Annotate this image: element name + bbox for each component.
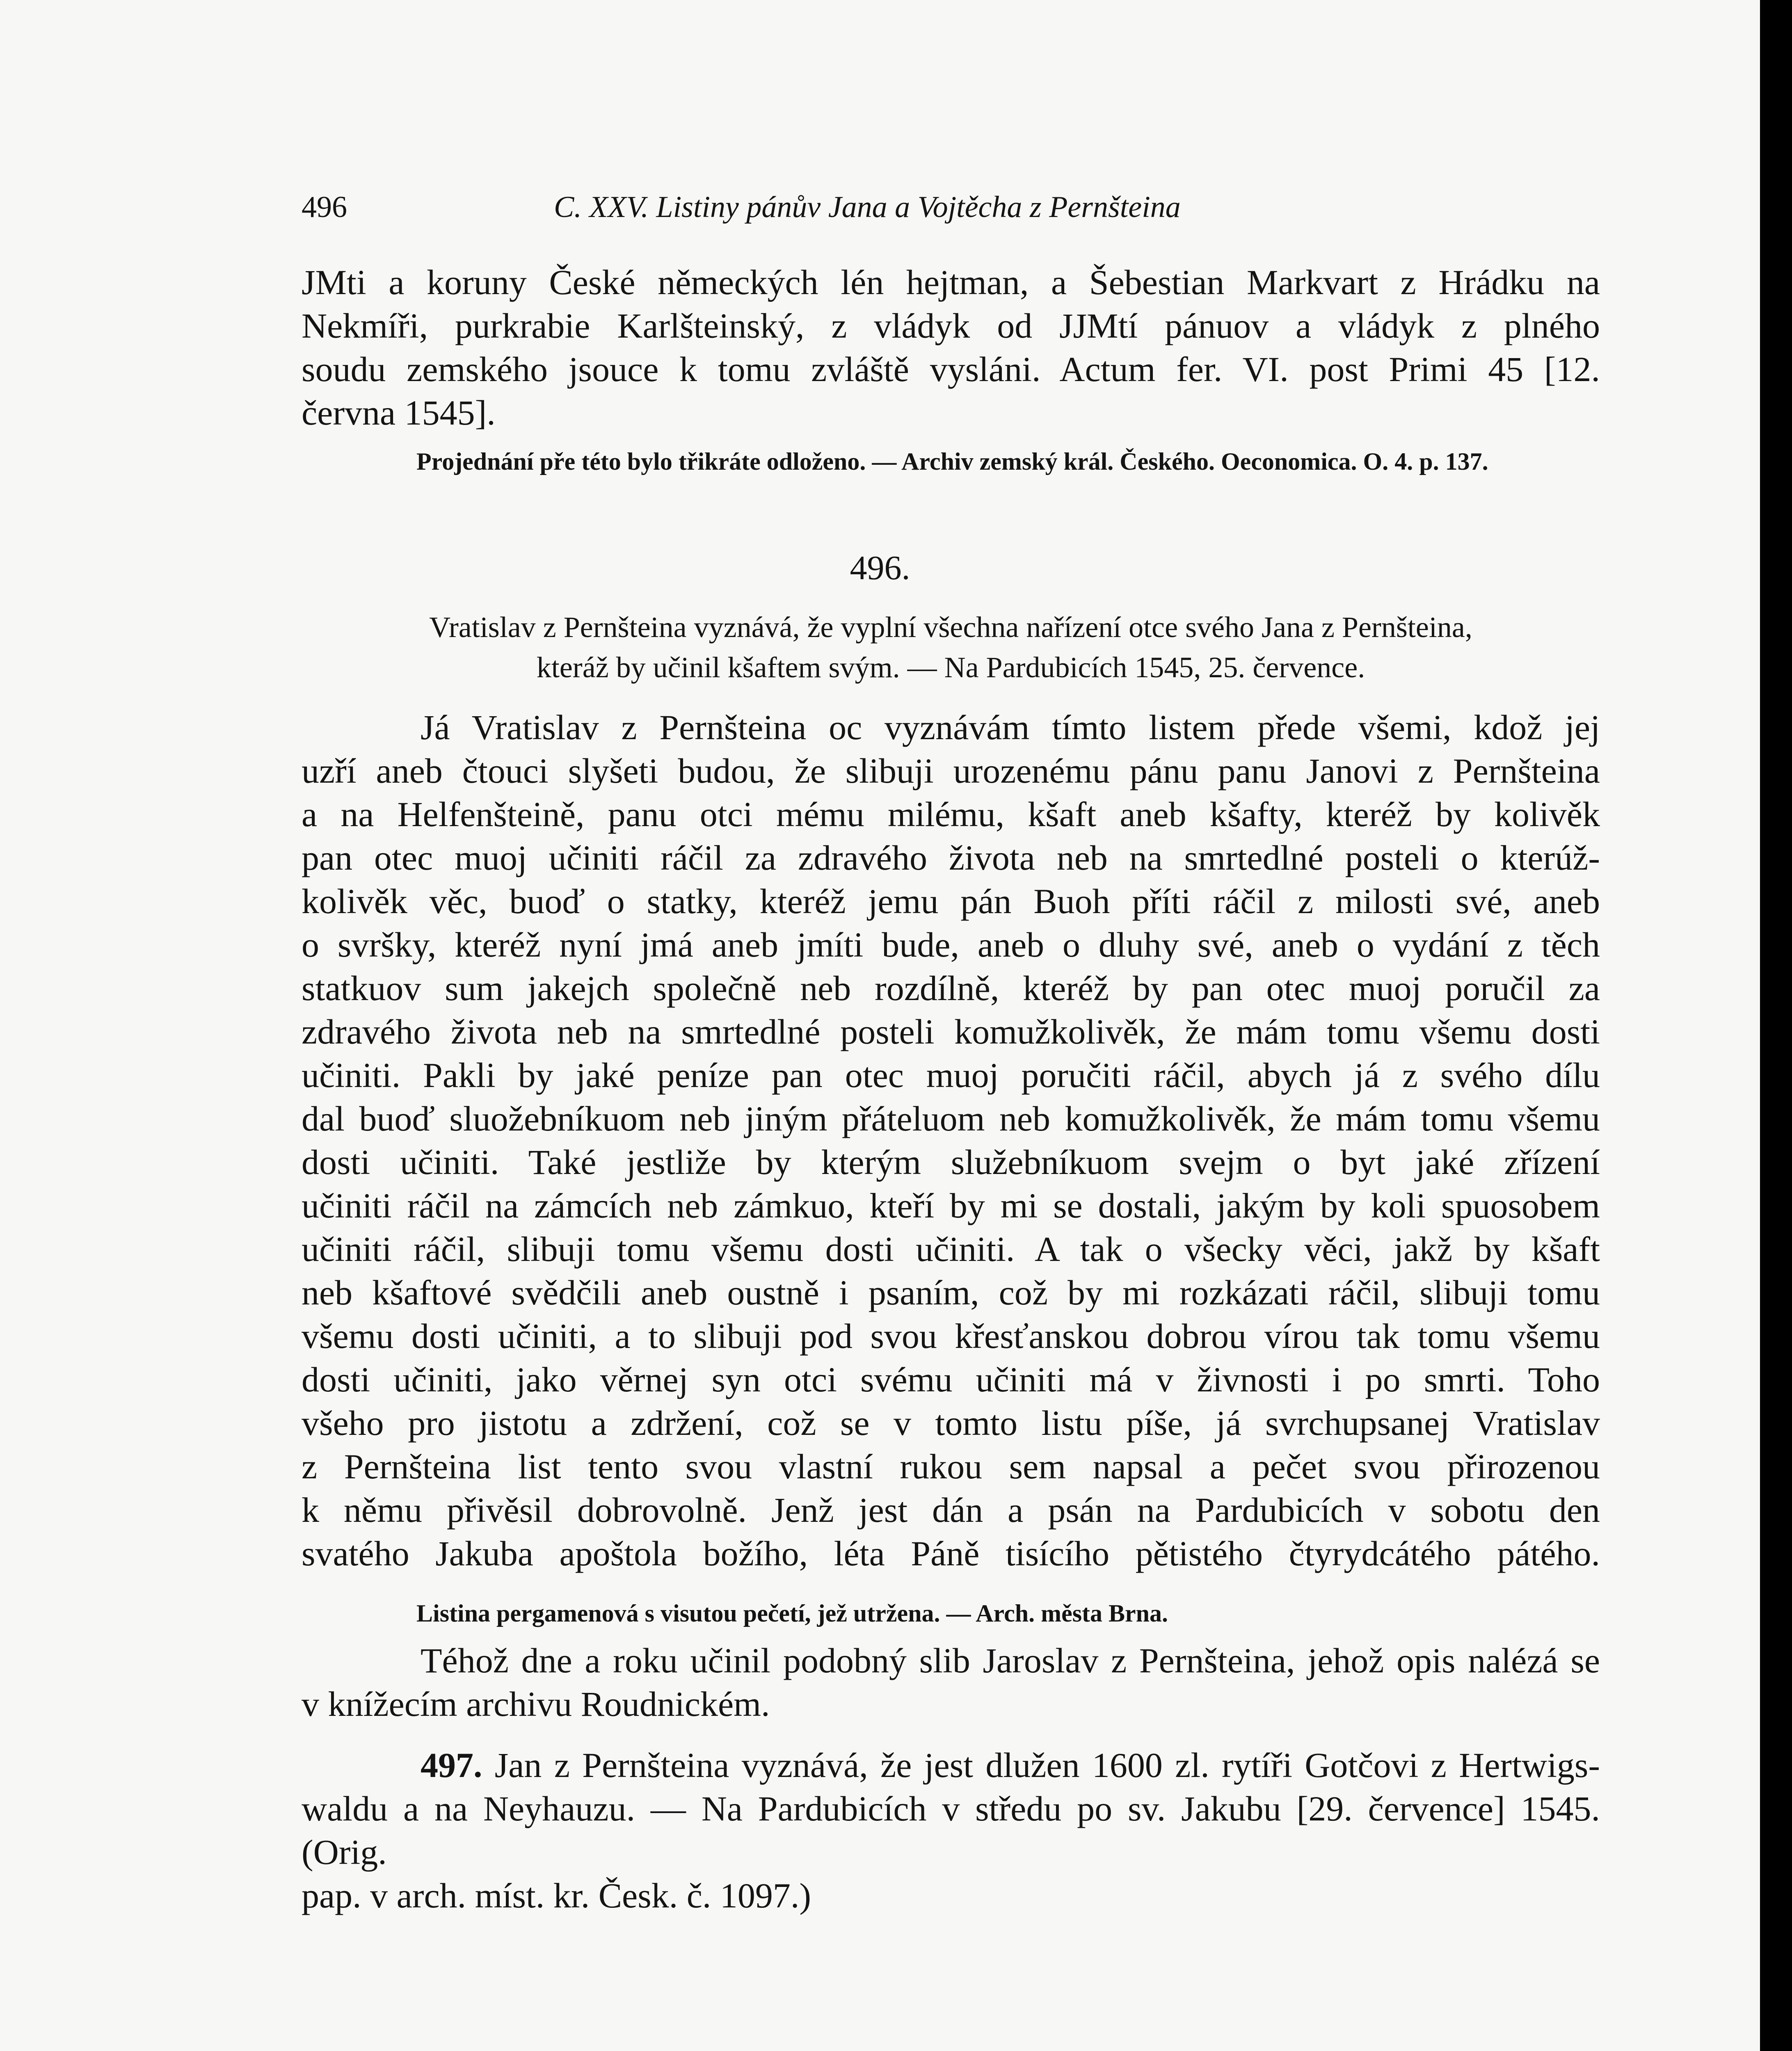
text-line: učiniti ráčil, slibuji tomu všemu dosti učiniti. A tak o všecky věci, jakž by kšaft — [302, 1229, 1600, 1269]
document-number-496: 496. — [850, 549, 910, 587]
text-line: všeho pro jistotu a zdržení, což se v tomto listu píše, já svrchupsanej Vratislav — [302, 1403, 1600, 1443]
text-line: soudu zemského jsouce k tomu zvláště vysláni. Actum fer. VI. post Primi 45 [12. — [302, 349, 1600, 389]
archive-note: Projednání pře této bylo třikráte odloženo. — Archiv zemský král. Českého. Oeconomica. O. 4. p. 137. — [416, 448, 1488, 475]
document-496-text — [302, 706, 1600, 1575]
text-line: v knížecím archivu Roudnickém. — [302, 1684, 770, 1724]
continuation-text — [302, 260, 1600, 434]
text-line: statkuov sum jakejch společně neb rozdílně, kteréž by pan otec muoj poručil za — [302, 968, 1600, 1008]
document-number-497: 497. — [421, 1745, 482, 1785]
text-line: svatého Jakuba apoštola božího, léta Páně tisícího pětistého čtyrydcátého pátého. — [302, 1534, 1600, 1573]
text-line: Já Vratislav z Pernšteina oc vyznávám tímto listem přede všemi, kdož jej — [421, 708, 1600, 747]
text-line: června 1545]. — [302, 393, 496, 432]
text-line: uzří aneb čtouci slyšeti budou, že slibuji urozenému pánu panu Janovi z Pernšteina — [302, 751, 1600, 790]
text-line: učiniti ráčil na zámcích neb zámkuo, kteří by mi se dostali, jakým by koli spuosobem — [302, 1186, 1600, 1225]
text-line: dosti učiniti. Také jestliže by kterým služebníkuom svejm o byt jaké zřízení — [302, 1142, 1600, 1182]
text-line: učiniti. Pakli by jaké peníze pan otec muoj poručiti ráčil, abych já z svého dílu — [302, 1055, 1600, 1095]
text-line: pan otec muoj učiniti ráčil za zdravého života neb na smrtedlné posteli o kterúž- — [302, 838, 1600, 877]
text-line: kolivěk věc, buoď o statky, kteréž jemu pán Buoh příti ráčil z milosti své, aneb — [302, 882, 1600, 921]
running-title: C. XXV. Listiny pánův Jana a Vojtěcha z Pernšteina — [554, 190, 1181, 224]
document-497 — [302, 1743, 1600, 1917]
supplement-text — [302, 1639, 1600, 1726]
page-number: 496 — [302, 190, 347, 224]
text-line — [302, 1743, 1600, 1787]
text-line: zdravého života neb na smrtedlné posteli komužkolivěk, že mám tomu všemu dosti — [302, 1012, 1600, 1051]
regest-line: Vratislav z Pernšteina vyznává, že vyplní všechna nařízení otce svého Jana z Pernšteina, — [429, 611, 1472, 644]
text-line: pap. v arch. míst. kr. Česk. č. 1097.) — [302, 1876, 811, 1915]
text-line: JMti a koruny České německých lén hejtman, a Šebestian Markvart z Hrádku na — [302, 263, 1600, 302]
text-line: Téhož dne a roku učinil podobný slib Jaroslav z Pernšteina, jehož opis nalézá se — [421, 1641, 1600, 1680]
text-line: a na Helfenšteině, panu otci mému milému, kšaft aneb kšafty, kteréž by kolivěk — [302, 795, 1600, 834]
text-line: k němu přivěsil dobrovolně. Jenž jest dán a psán na Pardubicích v sobotu den — [302, 1490, 1600, 1530]
text-line: dosti učiniti, jako věrnej syn otci svému učiniti má v živnosti i po smrti. Toho — [302, 1360, 1600, 1399]
text-line: Nekmíři, purkrabie Karlšteinský, z vládyk od JJMtí pánuov a vládyk z plného — [302, 306, 1600, 345]
text-line: waldu a na Neyhauzu. — Na Pardubicích v středu po sv. Jakubu [29. července] 1545. (Orig. — [302, 1789, 1600, 1872]
document-497-line-0: Jan z Pernšteina vyznává, že jest dlužen 1600 zl. rytíři Gotčovi z Hertwigs- — [494, 1745, 1600, 1785]
regest-496 — [302, 607, 1600, 687]
text-line: všemu dosti učiniti, a to slibuji pod svou křesťanskou dobrou vírou tak tomu všemu — [302, 1316, 1600, 1356]
text-line: dal buoď sluožebníkuom neb jiným přáteluom neb komužkolivěk, že mám tomu všemu — [302, 1099, 1600, 1138]
text-line: neb kšaftové svědčili aneb oustně i psaním, což by mi rozkázati ráčil, slibuji tomu — [302, 1273, 1600, 1312]
text-line: o svršky, kteréž nyní jmá aneb jmíti bude, aneb o dluhy své, aneb o vydání z těch — [302, 925, 1600, 964]
source-note: Listina pergamenová s visutou pečetí, jež utržena. — Arch. města Brna. — [416, 1600, 1168, 1627]
text-line: z Pernšteina list tento svou vlastní rukou sem napsal a pečet svou přirozenou — [302, 1447, 1600, 1486]
regest-line: kteráž by učinil kšaftem svým. — Na Pardubicích 1545, 25. července. — [536, 651, 1365, 684]
